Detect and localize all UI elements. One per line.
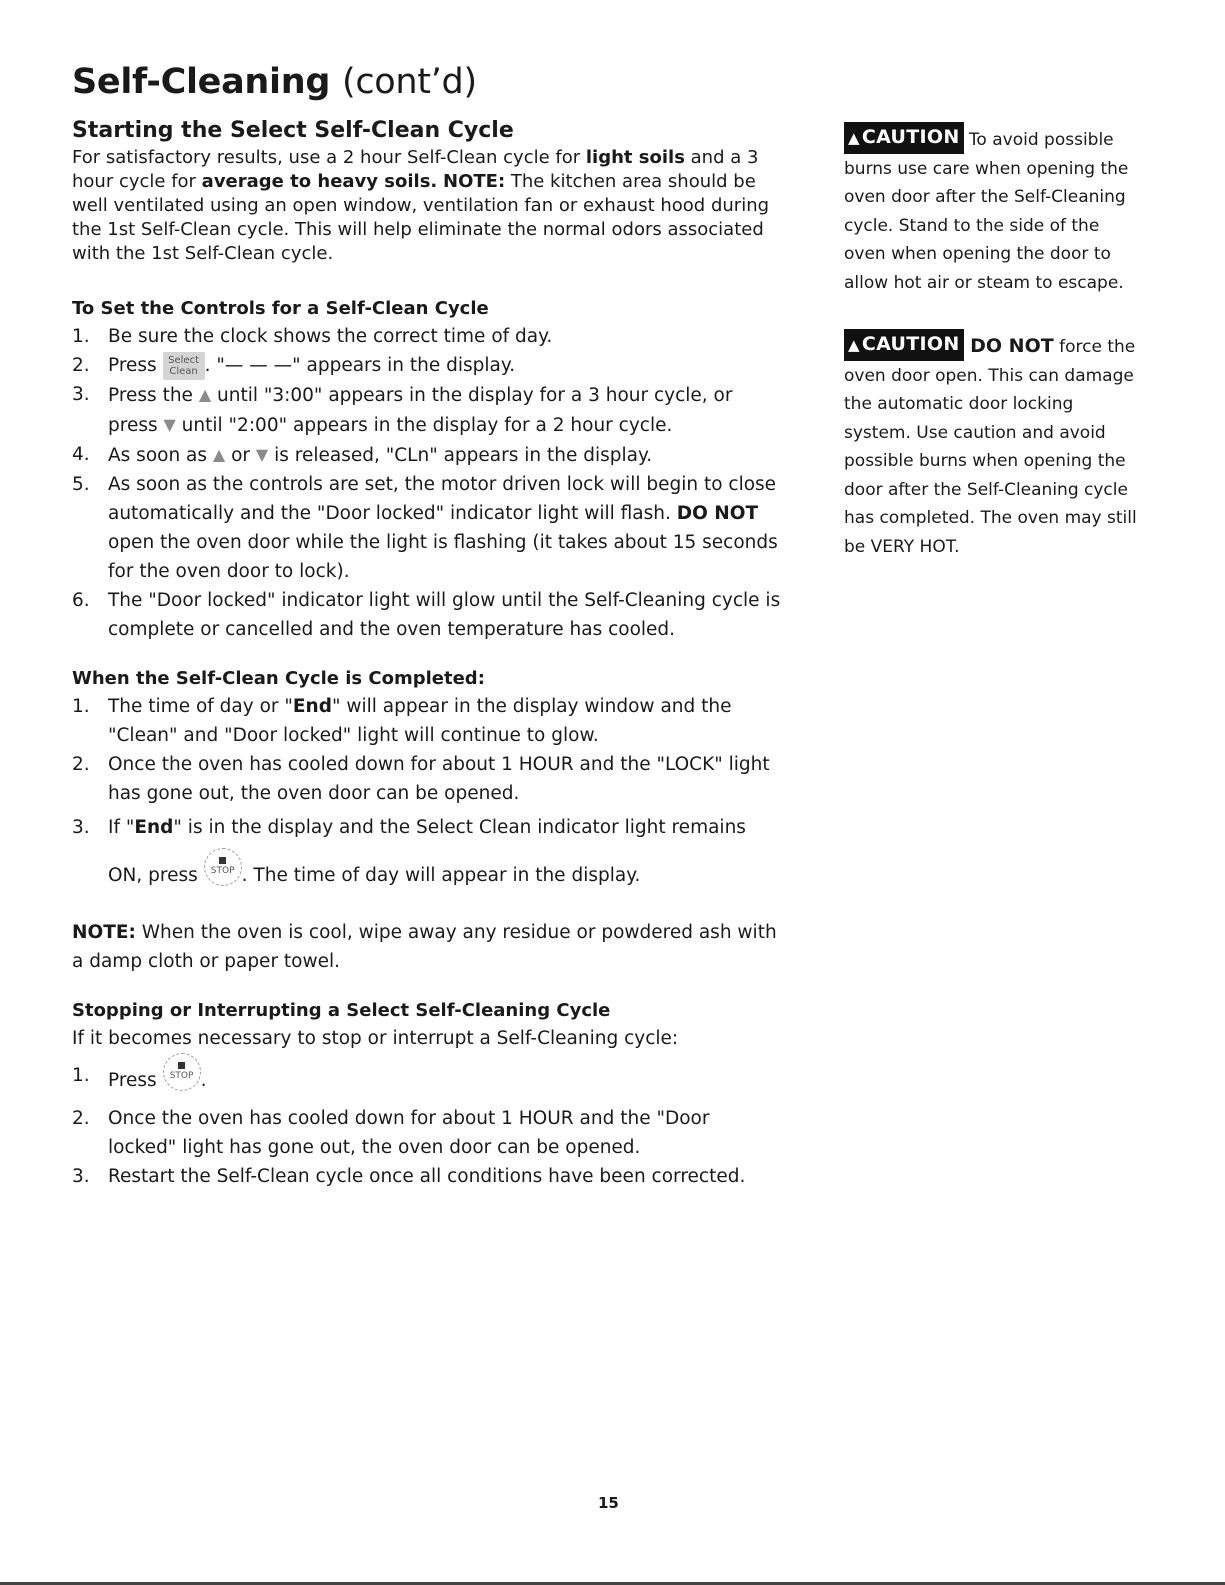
key-line2: Clean xyxy=(169,366,198,377)
item-text: Once the oven has cooled down for about 1 HOUR and the "Door locked" light has gone out, the oven door can be opened. xyxy=(108,1108,710,1158)
item-text: As soon as the controls are set, the motor driven lock will begin to close automatically and the "Door locked" indicator light will flash. xyxy=(108,474,777,524)
item-number: 1. xyxy=(72,1065,90,1086)
item-text: Once the oven has cooled down for about 1 HOUR and the "LOCK" light has gone out, the oven door can be opened. xyxy=(108,754,770,804)
stop-label: STOP xyxy=(169,1071,194,1081)
title-main: Self-Cleaning xyxy=(72,62,331,102)
item-text: . The time of day will appear in the display. xyxy=(241,865,641,886)
page-title xyxy=(72,62,477,102)
end-label: End xyxy=(292,696,332,717)
stopping-list xyxy=(72,1053,782,1191)
start-text-2: and a 3 hour cycle for xyxy=(72,147,759,192)
item-text: Press xyxy=(108,355,163,376)
item-text: . xyxy=(200,1070,207,1091)
caution-block-1 xyxy=(844,122,1141,297)
caution-label: CAUTION xyxy=(861,333,960,355)
list-item xyxy=(72,470,782,586)
item-text: If " xyxy=(108,817,135,838)
list-item xyxy=(72,750,782,808)
set-controls-heading: To Set the Controls for a Self-Clean Cycle xyxy=(72,298,489,319)
do-not-label: DO NOT xyxy=(676,503,759,524)
title-suffix: (cont’d) xyxy=(342,62,477,102)
item-number: 5. xyxy=(72,474,90,495)
completed-heading: When the Self-Clean Cycle is Completed: xyxy=(72,668,485,689)
caution-block-2 xyxy=(844,329,1141,561)
item-number: 1. xyxy=(72,326,90,347)
item-number: 2. xyxy=(72,754,90,775)
item-number: 3. xyxy=(72,384,90,405)
heavy-soils-label: average to heavy soils. xyxy=(201,171,438,192)
item-text: is released, "CLn" appears in the display. xyxy=(268,445,653,466)
page-number: 15 xyxy=(598,1494,619,1512)
stop-button-icon xyxy=(163,1053,201,1091)
list-item xyxy=(72,1104,782,1162)
item-number: 2. xyxy=(72,355,90,376)
stopping-heading: Stopping or Interrupting a Select Self-Cleaning Cycle xyxy=(72,1000,611,1021)
caution-sidebar xyxy=(844,122,1141,561)
note-label: NOTE: xyxy=(72,922,136,943)
completed-note xyxy=(72,918,782,976)
item-text: Press the xyxy=(108,385,199,406)
caution-text: To avoid possible burns use care when opening the oven door after the Self-Cleaning cycle. Stand to the side of the oven when opening the door to allow hot air or steam to escape. xyxy=(844,130,1129,293)
list-item xyxy=(72,1053,782,1104)
up-arrow-icon: ▲ xyxy=(198,385,212,404)
list-item xyxy=(72,322,782,351)
main-column xyxy=(72,116,782,1191)
item-text: or xyxy=(225,445,256,466)
caution-badge xyxy=(844,329,964,361)
list-item xyxy=(72,440,782,470)
item-text: As soon as xyxy=(108,445,213,466)
item-text: The "Door locked" indicator light will glow until the Self-Cleaning cycle is complete or cancelled and the oven temperature has cooled. xyxy=(108,590,781,640)
start-text-1: For satisfactory results, use a 2 hour Self-Clean cycle for xyxy=(72,147,586,168)
do-not-label: DO NOT xyxy=(963,335,1054,357)
start-paragraph xyxy=(72,146,782,266)
select-clean-key-icon xyxy=(163,352,205,380)
item-text: Restart the Self-Clean cycle once all conditions have been corrected. xyxy=(108,1166,746,1187)
list-item xyxy=(72,351,782,380)
list-item xyxy=(72,692,782,750)
down-arrow-icon: ▼ xyxy=(163,415,176,434)
item-number: 2. xyxy=(72,1108,90,1129)
start-heading: Starting the Select Self-Clean Cycle xyxy=(72,118,514,143)
item-text: " is in the display and the Select Clean indicator light remains ON, press xyxy=(108,817,746,886)
key-line1: Select xyxy=(168,355,199,366)
item-text: Be sure the clock shows the correct time of day. xyxy=(108,326,553,347)
item-text: The time of day or " xyxy=(108,696,293,717)
end-label: End xyxy=(134,817,174,838)
set-controls-list xyxy=(72,322,782,644)
item-number: 6. xyxy=(72,590,90,611)
item-text: " will appear in the display window and the "Clean" and "Door locked" light will continue to glow. xyxy=(108,696,732,746)
list-item xyxy=(72,1162,782,1191)
start-text-3: The kitchen area should be well ventilated using an open window, ventilation fan or exhaust hood during the 1st Self-Clean cycle. This will help eliminate the normal odors associated with the 1st Self-Clean cycle. xyxy=(72,171,770,264)
list-item xyxy=(72,808,782,896)
item-number: 3. xyxy=(72,1166,90,1187)
stop-button-icon xyxy=(204,848,242,886)
item-text: open the oven door while the light is flashing (it takes about 15 seconds for the oven door to lock). xyxy=(108,532,778,582)
up-arrow-icon: ▲ xyxy=(212,445,226,464)
item-text: . "— — —" appears in the display. xyxy=(204,355,516,376)
caution-label: CAUTION xyxy=(861,126,960,148)
note-text: When the oven is cool, wipe away any residue or powdered ash with a damp cloth or paper towel. xyxy=(72,922,777,972)
stop-label: STOP xyxy=(210,866,235,876)
down-arrow-icon: ▼ xyxy=(255,445,269,464)
item-number: 4. xyxy=(72,444,90,465)
list-item xyxy=(72,586,782,644)
caution-badge xyxy=(844,122,964,154)
warning-icon: ▲ xyxy=(848,129,860,147)
item-text: until "2:00" appears in the display for a 2 hour cycle. xyxy=(175,415,673,436)
light-soils-label: light soils xyxy=(585,147,685,168)
warning-icon: ▲ xyxy=(848,336,860,354)
item-number: 3. xyxy=(72,817,90,838)
completed-list xyxy=(72,692,782,896)
item-text: Press xyxy=(108,1070,163,1091)
list-item xyxy=(72,380,782,440)
note-label: NOTE: xyxy=(443,171,506,192)
stopping-intro: If it becomes necessary to stop or interrupt a Self-Cleaning cycle: xyxy=(72,1028,679,1049)
caution-text: force the oven door open. This can damage the automatic door locking system. Use caution and avoid possible burns when opening the door after the Self-Cleaning cycle has completed. The oven may still be VERY HOT. xyxy=(844,337,1137,557)
item-number: 1. xyxy=(72,696,90,717)
item-text: until "3:00" appears in the display for a 3 hour cycle, or press xyxy=(108,385,733,436)
